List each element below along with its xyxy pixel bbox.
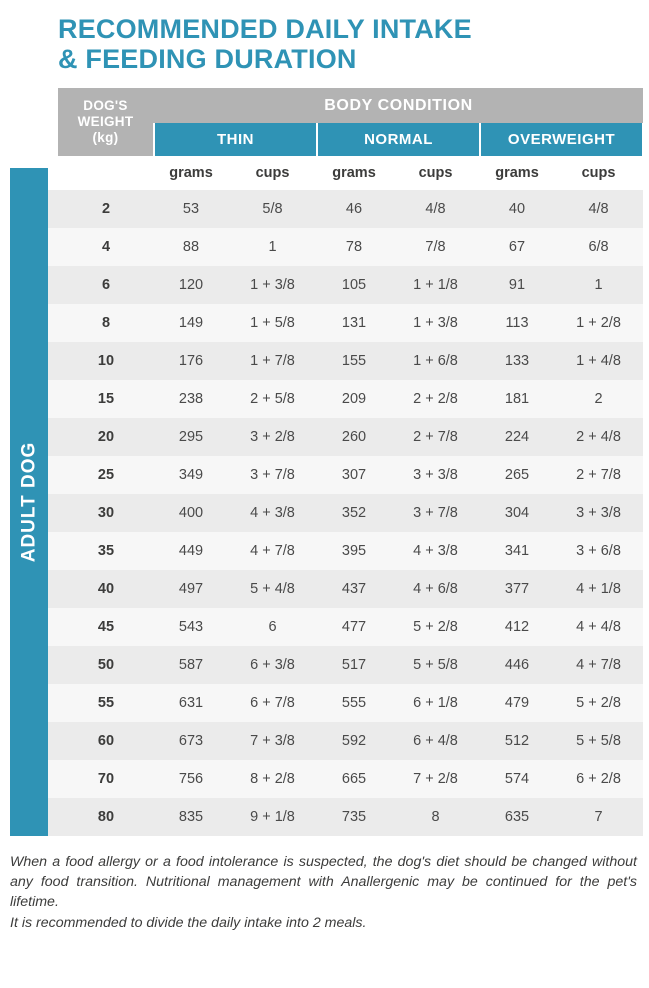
- cell-value: 209: [317, 380, 391, 418]
- cell-value: 7: [554, 798, 643, 836]
- cell-weight: 10: [58, 342, 154, 380]
- cell-value: 1: [554, 266, 643, 304]
- table-row: [10, 608, 643, 646]
- intake-table-container: [0, 88, 649, 836]
- cell-value: 133: [480, 342, 554, 380]
- cell-value: 7/8: [391, 228, 480, 266]
- footnote-allergy: When a food allergy or a food intolerance is suspected, the dog's diet should be changed without any food transition. Nutritional management with Anallergenic may be continued for the pet's lifetime.: [10, 854, 637, 910]
- page-title-line2: & FEEDING DURATION: [58, 44, 357, 74]
- cell-value: 756: [154, 760, 228, 798]
- cell-value: 1 + 2/8: [554, 304, 643, 342]
- cell-weight: 8: [58, 304, 154, 342]
- table-row: [10, 798, 643, 836]
- footnotes: [0, 836, 649, 933]
- table-row: [10, 684, 643, 722]
- cell-weight: 45: [58, 608, 154, 646]
- cell-value: 1 + 3/8: [391, 304, 480, 342]
- cell-value: 181: [480, 380, 554, 418]
- cell-value: 6 + 3/8: [228, 646, 317, 684]
- cell-value: 6 + 7/8: [228, 684, 317, 722]
- table-row: [10, 342, 643, 380]
- daily-intake-table: [10, 88, 644, 836]
- table-row: [10, 266, 643, 304]
- cell-value: 592: [317, 722, 391, 760]
- cell-value: 1 + 7/8: [228, 342, 317, 380]
- header-weight-line2: WEIGHT: [77, 114, 134, 129]
- cell-value: 4 + 3/8: [228, 494, 317, 532]
- cell-value: 395: [317, 532, 391, 570]
- cell-value: 67: [480, 228, 554, 266]
- table-row: [10, 722, 643, 760]
- cell-value: 497: [154, 570, 228, 608]
- header-unit-normal-cups: cups: [391, 156, 480, 190]
- table-head: [10, 88, 643, 190]
- cell-value: 46: [317, 190, 391, 228]
- cell-value: 4/8: [554, 190, 643, 228]
- cell-value: 446: [480, 646, 554, 684]
- cell-value: 3 + 7/8: [228, 456, 317, 494]
- cell-value: 2 + 7/8: [554, 456, 643, 494]
- cell-value: 437: [317, 570, 391, 608]
- cell-value: 1 + 4/8: [554, 342, 643, 380]
- cell-value: 4 + 6/8: [391, 570, 480, 608]
- cell-value: 4 + 3/8: [391, 532, 480, 570]
- cell-value: 1 + 6/8: [391, 342, 480, 380]
- cell-weight: 15: [58, 380, 154, 418]
- header-weight-line3: (kg): [92, 130, 119, 145]
- cell-value: 635: [480, 798, 554, 836]
- header-weight-line1: DOG'S: [83, 98, 128, 113]
- cell-value: 2 + 4/8: [554, 418, 643, 456]
- cell-value: 3 + 6/8: [554, 532, 643, 570]
- header-unit-overweight-cups: cups: [554, 156, 643, 190]
- cell-value: 6: [228, 608, 317, 646]
- cell-value: 5/8: [228, 190, 317, 228]
- page-title-line1: RECOMMENDED DAILY INTAKE: [58, 14, 472, 44]
- cell-value: 477: [317, 608, 391, 646]
- cell-value: 4 + 7/8: [554, 646, 643, 684]
- cell-value: 105: [317, 266, 391, 304]
- cell-value: 412: [480, 608, 554, 646]
- cell-value: 176: [154, 342, 228, 380]
- header-unit-normal-grams: grams: [317, 156, 391, 190]
- cell-value: 4/8: [391, 190, 480, 228]
- header-row-top: [10, 88, 643, 123]
- cell-value: 3 + 7/8: [391, 494, 480, 532]
- cell-weight: 35: [58, 532, 154, 570]
- cell-weight: 55: [58, 684, 154, 722]
- cell-weight: 25: [58, 456, 154, 494]
- footnote-meals: It is recommended to divide the daily intake into 2 meals.: [10, 915, 367, 931]
- cell-value: 574: [480, 760, 554, 798]
- cell-value: 238: [154, 380, 228, 418]
- cell-value: 3 + 2/8: [228, 418, 317, 456]
- cell-value: 5 + 2/8: [391, 608, 480, 646]
- table-row: [10, 190, 643, 228]
- cell-value: 555: [317, 684, 391, 722]
- header-condition-normal: NORMAL: [317, 123, 480, 156]
- cell-value: 6 + 1/8: [391, 684, 480, 722]
- cell-value: 131: [317, 304, 391, 342]
- header-unit-overweight-grams: grams: [480, 156, 554, 190]
- cell-weight: 50: [58, 646, 154, 684]
- cell-value: 5 + 5/8: [554, 722, 643, 760]
- header-unit-thin-grams: grams: [154, 156, 228, 190]
- cell-value: 1: [228, 228, 317, 266]
- cell-weight: 6: [58, 266, 154, 304]
- cell-value: 6 + 2/8: [554, 760, 643, 798]
- table-row: [10, 380, 643, 418]
- table-row: [10, 494, 643, 532]
- header-row-units: [10, 156, 643, 190]
- cell-value: 4 + 7/8: [228, 532, 317, 570]
- cell-value: 377: [480, 570, 554, 608]
- cell-weight: 4: [58, 228, 154, 266]
- cell-value: 8 + 2/8: [228, 760, 317, 798]
- life-stage-band: [10, 168, 48, 836]
- cell-value: 5 + 2/8: [554, 684, 643, 722]
- cell-value: 295: [154, 418, 228, 456]
- cell-value: 1 + 1/8: [391, 266, 480, 304]
- cell-value: 1 + 3/8: [228, 266, 317, 304]
- cell-value: 735: [317, 798, 391, 836]
- cell-value: 3 + 3/8: [391, 456, 480, 494]
- table-row: [10, 760, 643, 798]
- cell-value: 8: [391, 798, 480, 836]
- cell-weight: 40: [58, 570, 154, 608]
- table-row: [10, 570, 643, 608]
- cell-value: 40: [480, 190, 554, 228]
- header-unit-blank: [58, 156, 154, 190]
- cell-value: 352: [317, 494, 391, 532]
- cell-value: 631: [154, 684, 228, 722]
- table-row: [10, 228, 643, 266]
- cell-value: 5 + 5/8: [391, 646, 480, 684]
- table-row: [10, 304, 643, 342]
- cell-value: 2: [554, 380, 643, 418]
- cell-value: 4 + 1/8: [554, 570, 643, 608]
- cell-weight: 70: [58, 760, 154, 798]
- cell-value: 587: [154, 646, 228, 684]
- cell-value: 512: [480, 722, 554, 760]
- cell-value: 120: [154, 266, 228, 304]
- cell-weight: 80: [58, 798, 154, 836]
- cell-weight: 30: [58, 494, 154, 532]
- cell-value: 53: [154, 190, 228, 228]
- header-condition-thin: THIN: [154, 123, 317, 156]
- header-condition-overweight: OVERWEIGHT: [480, 123, 643, 156]
- table-row: [10, 418, 643, 456]
- cell-value: 449: [154, 532, 228, 570]
- cell-value: 349: [154, 456, 228, 494]
- cell-value: 1 + 5/8: [228, 304, 317, 342]
- cell-value: 400: [154, 494, 228, 532]
- table-row: [10, 646, 643, 684]
- cell-value: 224: [480, 418, 554, 456]
- cell-value: 304: [480, 494, 554, 532]
- cell-value: 149: [154, 304, 228, 342]
- cell-value: 9 + 1/8: [228, 798, 317, 836]
- cell-value: 88: [154, 228, 228, 266]
- cell-value: 2 + 2/8: [391, 380, 480, 418]
- cell-value: 835: [154, 798, 228, 836]
- cell-value: 7 + 2/8: [391, 760, 480, 798]
- cell-value: 307: [317, 456, 391, 494]
- header-dogs-weight: [58, 88, 154, 156]
- cell-value: 6/8: [554, 228, 643, 266]
- cell-value: 155: [317, 342, 391, 380]
- cell-value: 3 + 3/8: [554, 494, 643, 532]
- cell-value: 517: [317, 646, 391, 684]
- page-title: [0, 0, 649, 74]
- cell-value: 6 + 4/8: [391, 722, 480, 760]
- cell-weight: 60: [58, 722, 154, 760]
- cell-value: 341: [480, 532, 554, 570]
- cell-value: 78: [317, 228, 391, 266]
- cell-value: 260: [317, 418, 391, 456]
- cell-value: 91: [480, 266, 554, 304]
- cell-value: 665: [317, 760, 391, 798]
- cell-value: 2 + 5/8: [228, 380, 317, 418]
- cell-value: 479: [480, 684, 554, 722]
- header-unit-thin-cups: cups: [228, 156, 317, 190]
- header-body-condition: BODY CONDITION: [154, 88, 643, 123]
- cell-value: 543: [154, 608, 228, 646]
- cell-value: 113: [480, 304, 554, 342]
- cell-value: 5 + 4/8: [228, 570, 317, 608]
- cell-value: 673: [154, 722, 228, 760]
- table-row: [10, 456, 643, 494]
- cell-weight: 2: [58, 190, 154, 228]
- cell-value: 7 + 3/8: [228, 722, 317, 760]
- cell-value: 2 + 7/8: [391, 418, 480, 456]
- life-stage-label: ADULT DOG: [18, 441, 39, 563]
- table-body: [10, 190, 643, 836]
- cell-weight: 20: [58, 418, 154, 456]
- cell-value: 265: [480, 456, 554, 494]
- cell-value: 4 + 4/8: [554, 608, 643, 646]
- table-row: [10, 532, 643, 570]
